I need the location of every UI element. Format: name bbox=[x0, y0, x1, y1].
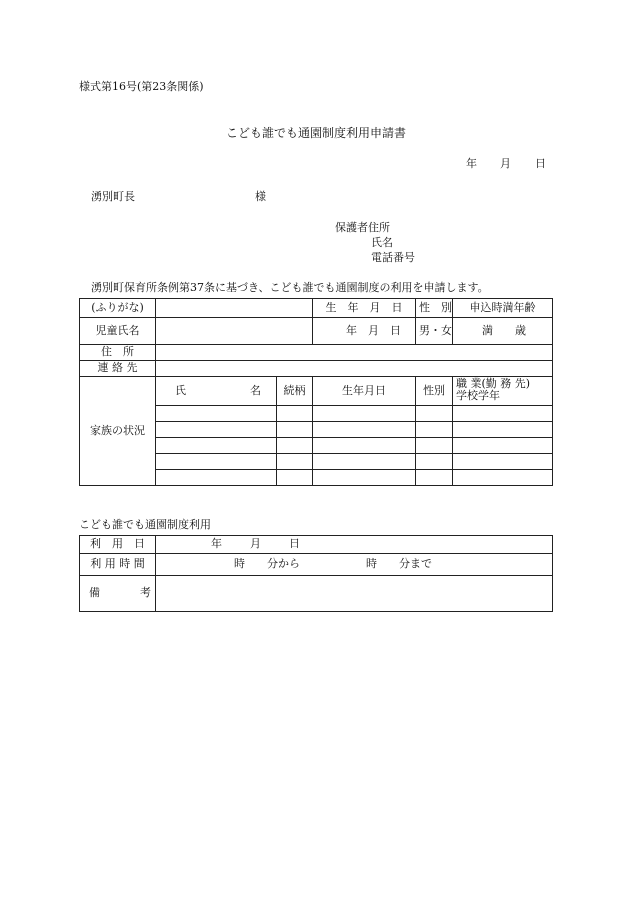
remarks-value[interactable] bbox=[156, 576, 553, 612]
child-info-table bbox=[79, 298, 553, 486]
school-label: 学校学年 bbox=[456, 389, 500, 403]
child-name-label: 児童氏名 bbox=[80, 318, 156, 345]
remarks-char-2: 考 bbox=[140, 586, 151, 600]
family-birth-header: 生年月日 bbox=[313, 377, 416, 406]
usage-table bbox=[79, 535, 553, 612]
honorific: 様 bbox=[255, 190, 266, 203]
family-name-char-1: 氏 bbox=[175, 383, 186, 397]
furigana-value[interactable] bbox=[156, 299, 313, 318]
relation-header: 続柄 bbox=[277, 377, 313, 406]
age-prefix: 満 bbox=[482, 323, 493, 337]
remarks-label bbox=[80, 576, 156, 612]
family-name-char-2: 名 bbox=[250, 383, 261, 397]
gender-header: 性 別 bbox=[416, 299, 453, 318]
contact-value[interactable] bbox=[156, 361, 553, 377]
family-gender-header: 性別 bbox=[416, 377, 453, 406]
usage-date-month: 月 bbox=[250, 537, 261, 551]
age-value[interactable] bbox=[453, 318, 553, 345]
date-month: 月 bbox=[500, 157, 511, 170]
guardian-name-label: 氏名 bbox=[371, 236, 393, 249]
remarks-char-1: 備 bbox=[89, 586, 100, 600]
usage-time-value[interactable] bbox=[156, 554, 553, 576]
family-name-header bbox=[156, 377, 277, 406]
usage-date-day: 日 bbox=[289, 537, 300, 551]
gender-value[interactable]: 男・女 bbox=[416, 318, 453, 345]
from-minute: 分から bbox=[267, 557, 300, 571]
address-value[interactable] bbox=[156, 345, 553, 361]
intro-text: 湧別町保育所条例第37条に基づき、こども誰でも通園制度の利用を申請します。 bbox=[91, 281, 489, 294]
usage-date-year: 年 bbox=[211, 537, 222, 551]
to-minute: 分まで bbox=[399, 557, 432, 571]
to-hour: 時 bbox=[366, 557, 377, 571]
date-day: 日 bbox=[535, 157, 546, 170]
contact-label: 連 絡 先 bbox=[80, 361, 156, 377]
form-number: 様式第16号(第23条関係) bbox=[79, 80, 204, 93]
furigana-label: (ふりがな) bbox=[80, 299, 156, 318]
date-year: 年 bbox=[466, 157, 477, 170]
address-label: 住 所 bbox=[80, 345, 156, 361]
usage-section-title: こども誰でも通園制度利用 bbox=[79, 518, 211, 531]
guardian-phone-label: 電話番号 bbox=[371, 251, 415, 264]
usage-date-label: 利 用 日 bbox=[80, 536, 156, 554]
child-name-value[interactable] bbox=[156, 318, 313, 345]
page-title: こども誰でも通園制度利用申請書 bbox=[226, 126, 407, 140]
age-suffix: 歳 bbox=[515, 323, 526, 337]
age-header: 申込時満年齢 bbox=[453, 299, 553, 318]
occupation-header bbox=[453, 377, 553, 406]
family-label: 家族の状況 bbox=[80, 377, 156, 486]
usage-date-value[interactable] bbox=[156, 536, 553, 554]
guardian-address-label: 保護者住所 bbox=[335, 221, 390, 234]
birth-value[interactable]: 年 月 日 bbox=[313, 318, 416, 345]
occupation-label: 職 業(勤 務 先) bbox=[456, 377, 531, 390]
birth-header: 生 年 月 日 bbox=[313, 299, 416, 318]
from-hour: 時 bbox=[234, 557, 245, 571]
addressee: 湧別町長 bbox=[91, 190, 135, 203]
usage-time-label: 利 用 時 間 bbox=[80, 554, 156, 576]
